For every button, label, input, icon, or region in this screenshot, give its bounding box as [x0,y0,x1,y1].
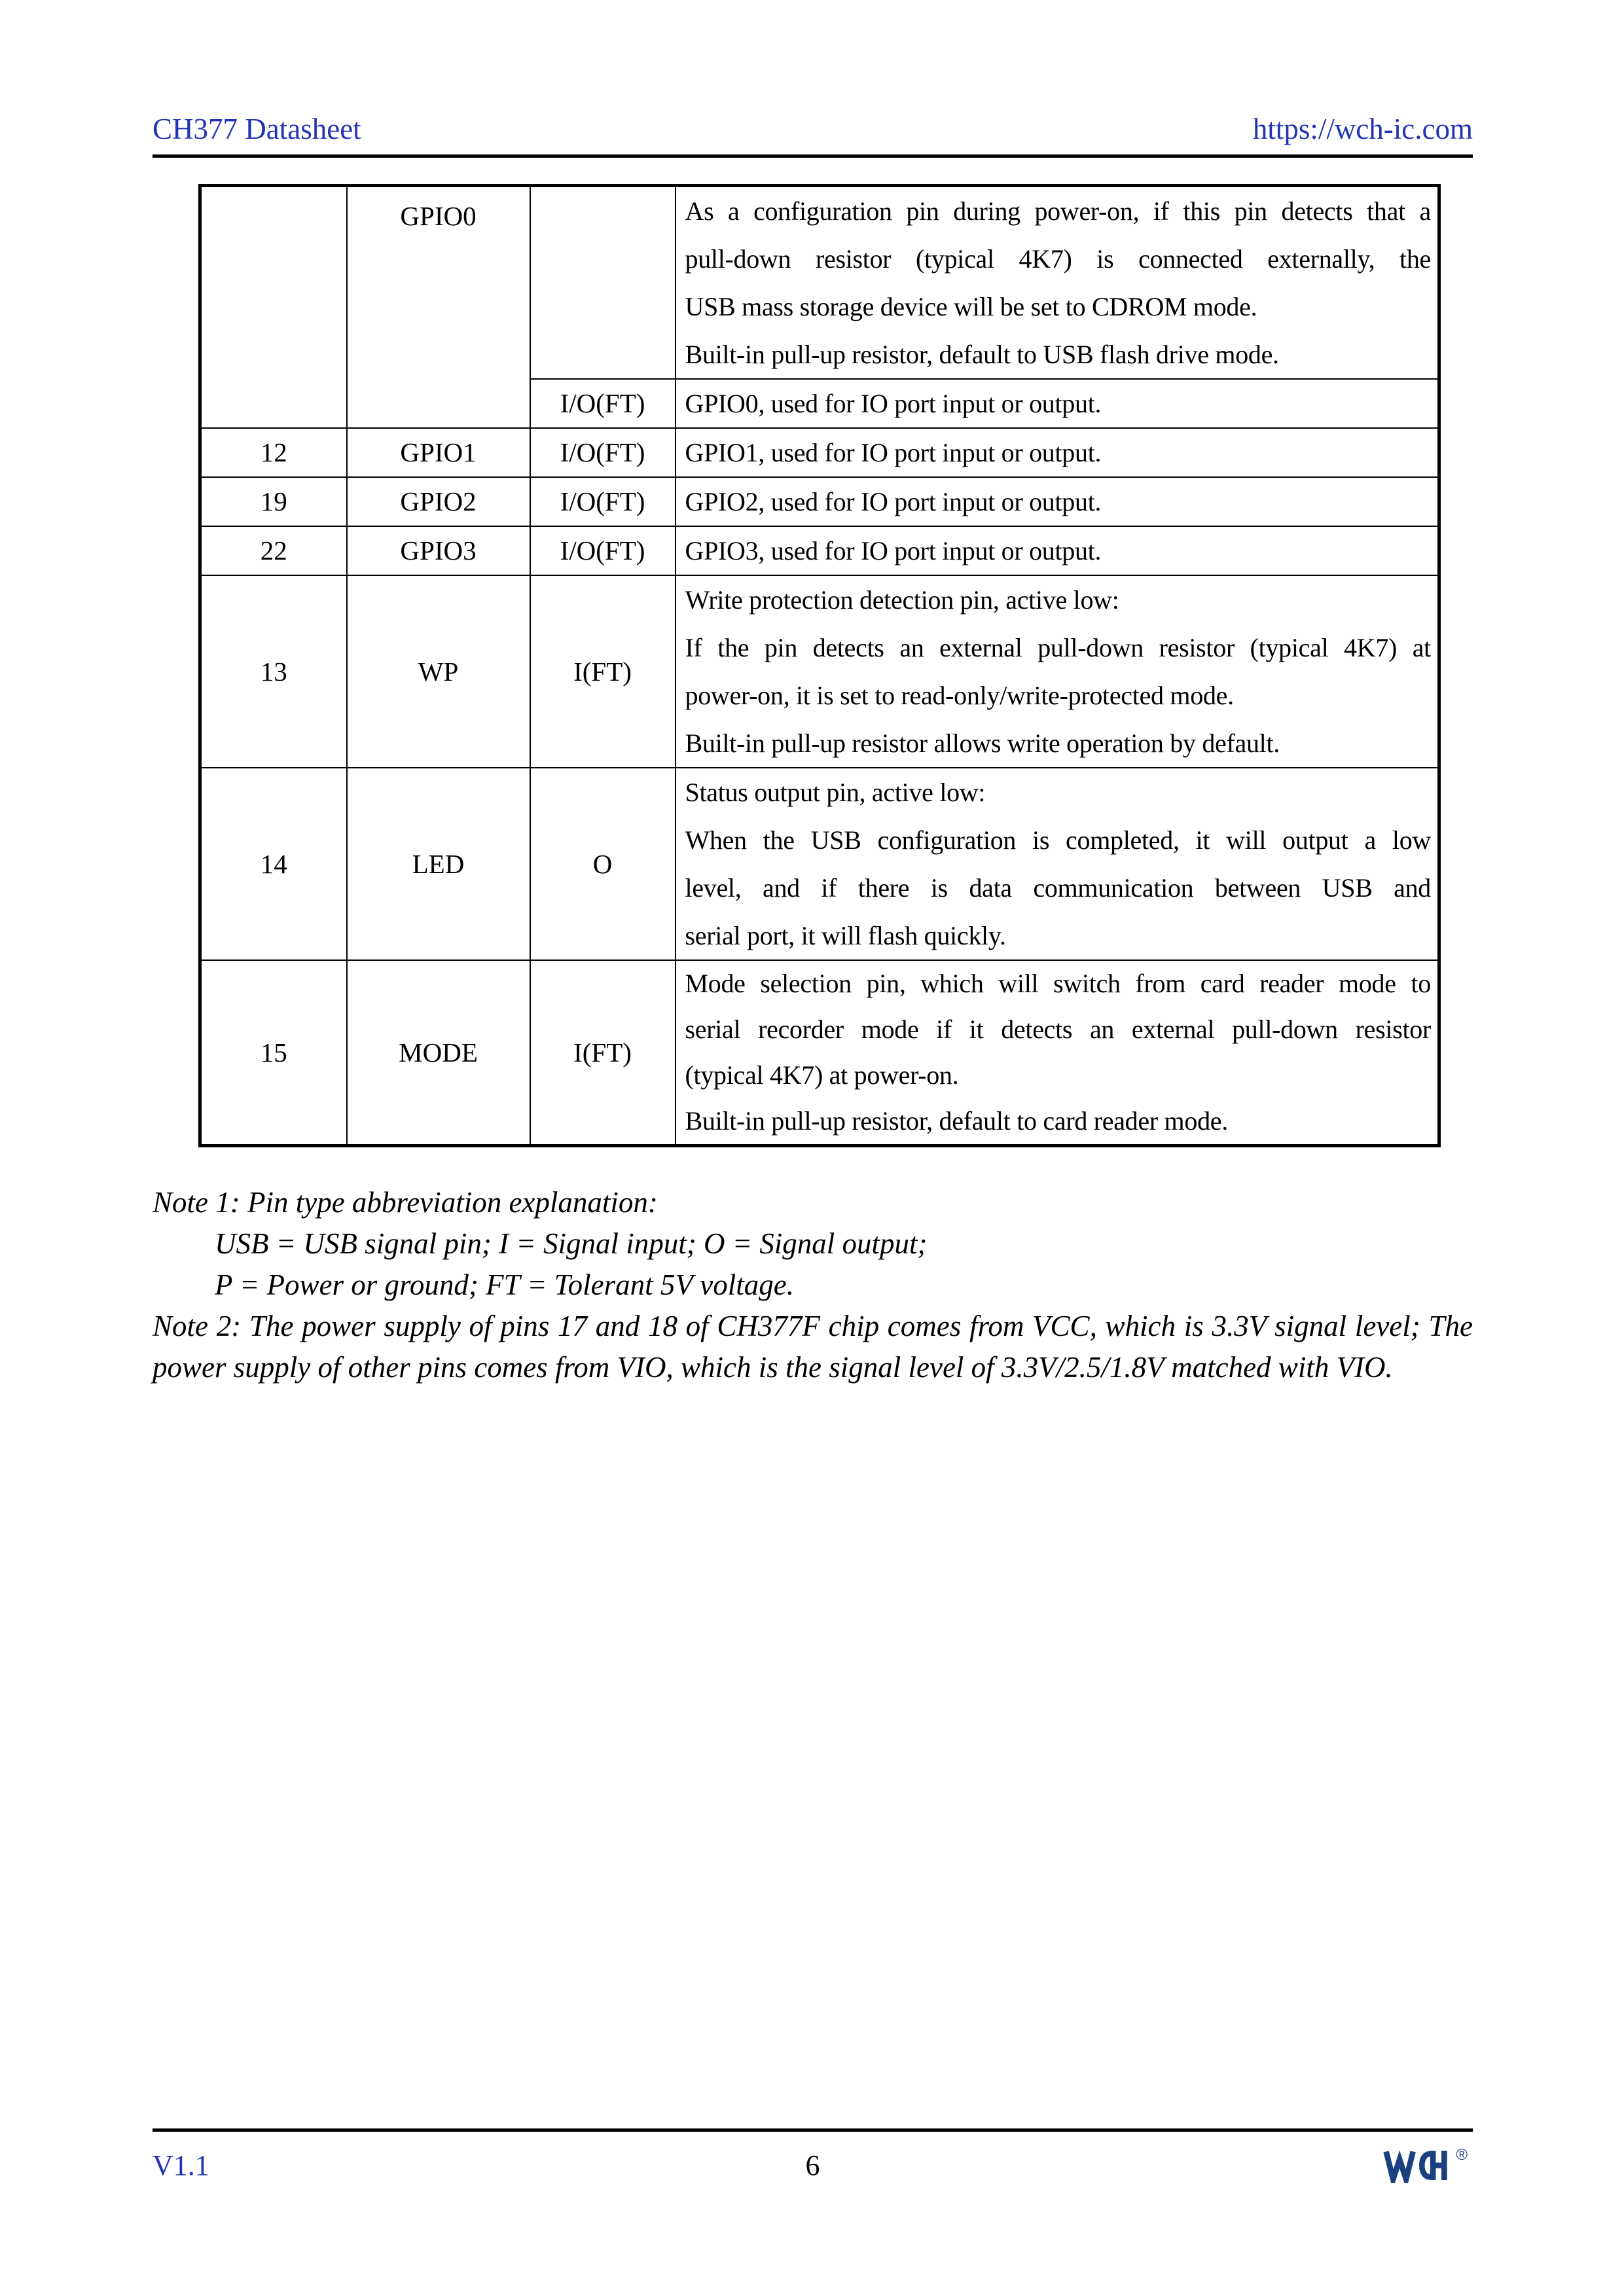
pin-type-cell: I(FT) [530,960,676,1146]
pin-number-cell: 15 [200,960,347,1146]
description-line: GPIO2, used for IO port input or output. [685,487,1102,516]
pin-description-cell [676,186,1439,380]
pin-number-cell: 12 [200,428,347,477]
description-line: When the USB configuration is completed, it will output a low [685,825,1431,855]
pin-description-table [198,184,1441,1147]
description-line: Built-in pull-up resistor, default to USB flash drive mode. [685,340,1279,369]
description-line: USB mass storage device will be set to CDROM mode. [685,292,1257,321]
table-row-led [200,768,1439,960]
pin-number-cell: 22 [200,526,347,575]
description-line: pull-down resistor (typical 4K7) is connected externally, the [685,244,1431,274]
pin-description-cell [676,768,1439,960]
description-line: Write protection detection pin, active low: [685,585,1119,615]
note1-line: USB = USB signal pin; I = Signal input; O = Signal output; [215,1227,928,1260]
pin-description-cell [676,379,1439,428]
description-line: serial recorder mode if it detects an external pull-down resistor [685,1014,1431,1044]
note2-line: Note 2: The power supply of pins 17 and 18 of CH377F chip comes from VCC, which is 3.3V signal level; The [153,1310,1473,1342]
pin-type-cell: I(FT) [530,575,676,768]
pin-number-cell: 19 [200,477,347,526]
description-line: If the pin detects an external pull-down resistor (typical 4K7) at [685,633,1431,662]
pin-description-cell [676,477,1439,526]
pin-name-cell: WP [347,575,530,768]
description-line: power-on, it is set to read-only/write-protected mode. [685,681,1234,710]
description-line: GPIO0, used for IO port input or output. [685,389,1102,418]
description-line: GPIO3, used for IO port input or output. [685,536,1102,565]
version-label: V1.1 [153,2149,209,2181]
page-number: 6 [805,2149,820,2181]
pin-name-cell: GPIO1 [347,428,530,477]
pin-name-cell: LED [347,768,530,960]
pin-type-cell: I/O(FT) [530,428,676,477]
wch-logo-glyphs [1382,2148,1448,2183]
pin-number-cell: 14 [200,768,347,960]
pin-description-cell [676,960,1439,1146]
pin-type-cell [530,186,676,380]
table-row-gpio1 [200,428,1439,477]
pin-number-cell: 13 [200,575,347,768]
pin-name-cell: GPIO2 [347,477,530,526]
pin-number-cell [200,186,347,429]
description-line: Built-in pull-up resistor allows write operation by default. [685,728,1280,758]
description-line: (typical 4K7) at power-on. [685,1060,959,1090]
table-row-mode [200,960,1439,1146]
description-line: Built-in pull-up resistor, default to card reader mode. [685,1106,1228,1136]
page-footer [153,2148,1473,2183]
pin-type-cell: O [530,768,676,960]
document-title: CH377 Datasheet [153,113,361,145]
table-row-gpio3 [200,526,1439,575]
description-line: level, and if there is data communication between USB and [685,873,1431,903]
registered-mark: ® [1456,2146,1468,2164]
notes-section [153,1182,1473,1388]
pin-type-cell: I/O(FT) [530,477,676,526]
description-line: Mode selection pin, which will switch from card reader mode to [685,969,1431,998]
pin-description-cell [676,575,1439,768]
note1-heading: Note 1: Pin type abbreviation explanation: [153,1186,658,1219]
page-header [153,113,1473,158]
pin-name-cell: MODE [347,960,530,1146]
pin-name-cell: GPIO3 [347,526,530,575]
description-line: GPIO1, used for IO port input or output. [685,438,1102,467]
pin-type-cell: I/O(FT) [530,526,676,575]
pin-description-cell [676,526,1439,575]
table-row-wp [200,575,1439,768]
description-line: As a configuration pin during power-on, if this pin detects that a [685,196,1431,226]
table-row-gpio2 [200,477,1439,526]
wch-logo [1382,2148,1468,2183]
footer-rule [153,2128,1473,2132]
pin-name-cell: GPIO0 [347,186,530,429]
pin-type-cell: I/O(FT) [530,379,676,428]
pin-description-cell [676,428,1439,477]
description-line: Status output pin, active low: [685,778,986,807]
table-row-gpio0-description [200,186,1439,380]
website-link[interactable]: https://wch-ic.com [1252,113,1473,145]
description-line: serial port, it will flash quickly. [685,921,1006,950]
note1-line: P = Power or ground; FT = Tolerant 5V voltage. [215,1268,794,1301]
note2-line: power supply of other pins comes from VIO, which is the signal level of 3.3V/2.5/1.8V matched with VIO. [153,1351,1393,1384]
